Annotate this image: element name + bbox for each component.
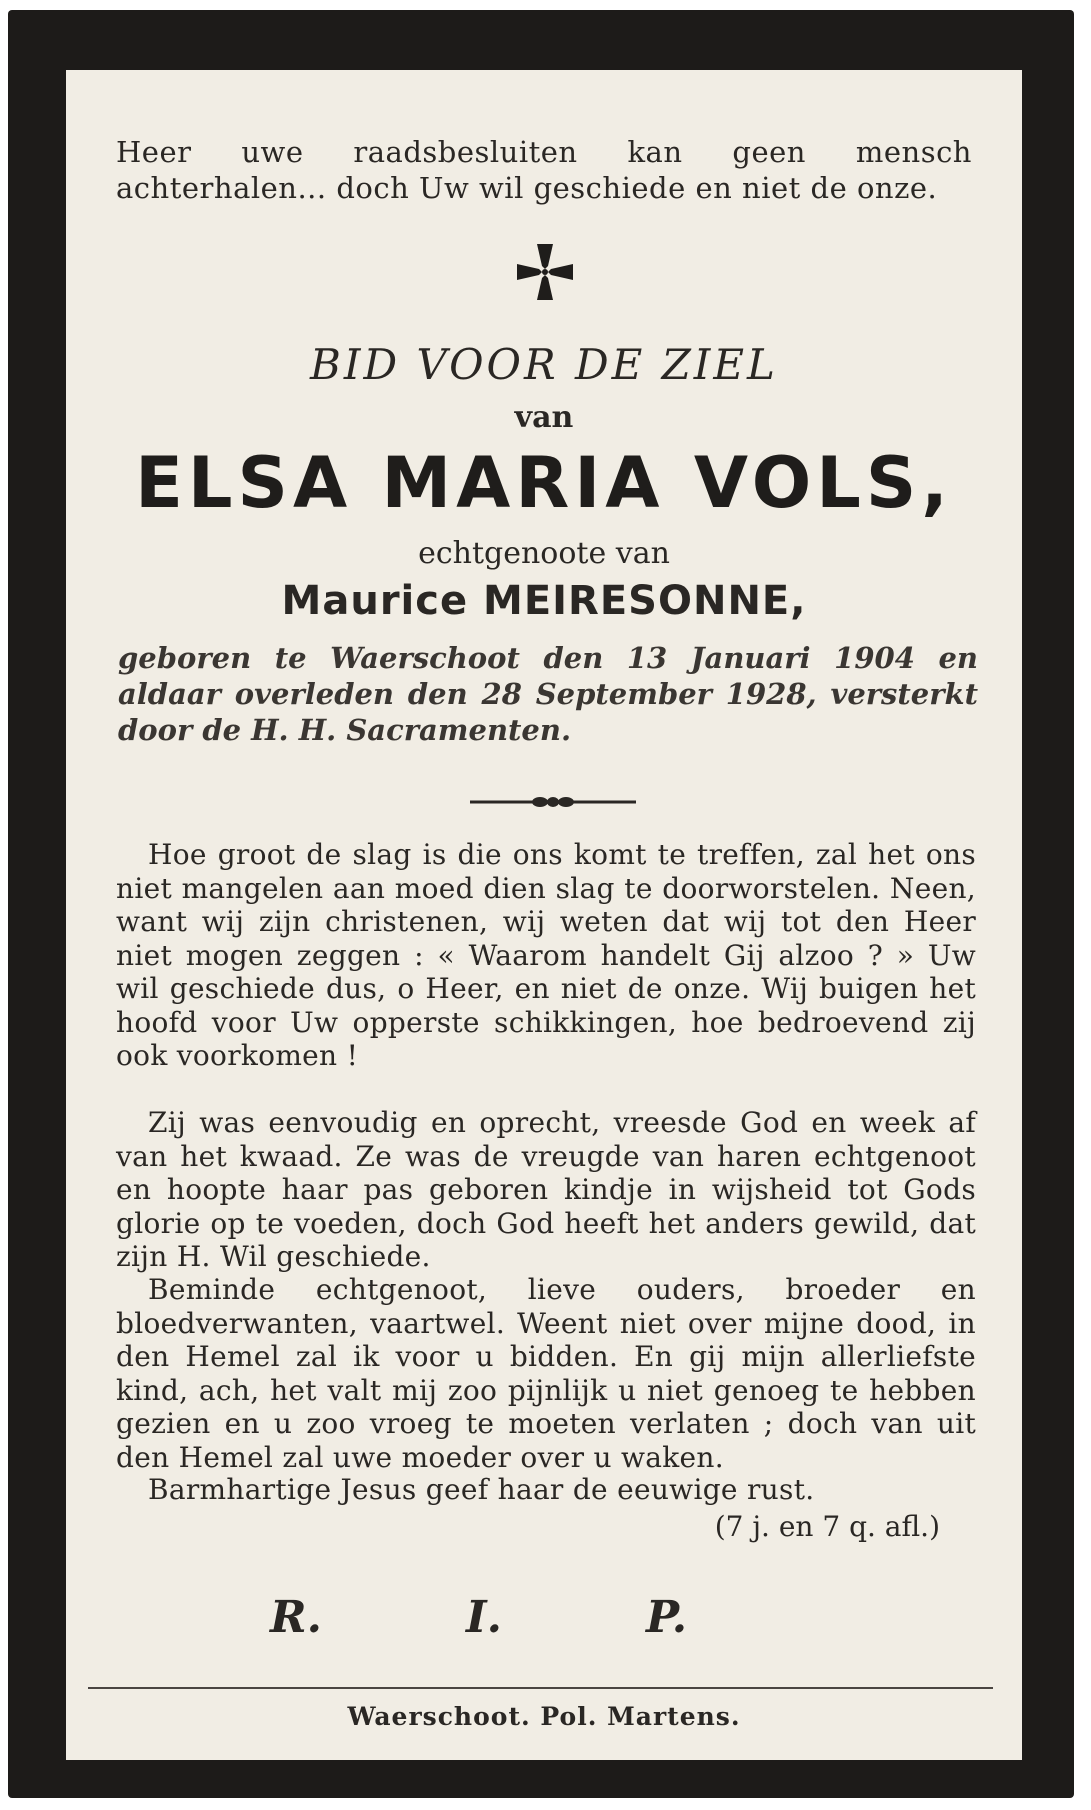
rip-letter-p: P. [646, 1592, 688, 1643]
spouse-name: Maurice MEIRESONNE, [281, 578, 807, 624]
printer-credit: Waerschoot. Pol. Martens. [347, 1702, 741, 1731]
paragraph-4: Barmhartige Jesus geef haar de eeuwige rust. [148, 1473, 815, 1506]
van-label: van [514, 400, 574, 435]
rip-letter-i: I. [466, 1592, 502, 1643]
card-paper [66, 70, 1022, 1760]
ornament-divider [470, 794, 636, 810]
footer-rule [88, 1687, 993, 1689]
paragraph-2: Zij was eenvoudig en oprecht, vreesde God en week af van het kwaad. Ze was de vreugde van haren echtgenoot en hoopte haar pas geboren kindje in wijsheid tot Gods glorie op te voeden, doch God heeft het anders gewild, dat zijn H. Wil geschiede. [116, 1106, 976, 1273]
paragraph-1: Hoe groot de slag is die ons komt te treffen, zal het ons niet mangelen aan moed dien slag te doorworstelen. Neen, want wij zijn christenen, wij weten dat wij tot den Heer niet mogen zeggen : « Waarom handelt Gij alzoo ? » Uw wil geschiede dus, o Heer, en niet de onze. Wij buigen het hoofd voor Uw opperste schikkingen, hoe bedroevend zij ook voorkomen ! [116, 838, 976, 1072]
memorial-card [8, 10, 1074, 1798]
deceased-name: ELSA MARIA VOLS, [135, 442, 953, 524]
opening-verse: Heer uwe raadsbesluiten kan geen mensch achterhalen... doch Uw wil geschiede en niet de onze. [116, 135, 972, 205]
maltese-cross-icon [515, 242, 575, 302]
birth-death-details: geboren te Waerschoot den 13 Januari 1904 en aldaar overleden den 28 September 1928, versterkt door de H. H. Sacramenten. [118, 641, 978, 747]
prayer-heading: BID VOOR DE ZIEL [310, 340, 778, 389]
paragraph-3: Beminde echtgenoot, lieve ouders, broeder en bloedverwanten, vaartwel. Weent niet over mijne dood, in den Hemel zal ik voor u bidden. En gij mijn allerliefste kind, ach, het valt mij zoo pijnlijk u niet genoeg te hebben gezien en u zoo vroeg te moeten verlaten ; doch van uit den Hemel zal uwe moeder over u waken. [116, 1273, 976, 1474]
spouse-of-label: echtgenoote van [418, 536, 670, 571]
rip-letter-r: R. [270, 1592, 322, 1643]
indulgence-note: (7 j. en 7 q. afl.) [714, 1510, 940, 1543]
